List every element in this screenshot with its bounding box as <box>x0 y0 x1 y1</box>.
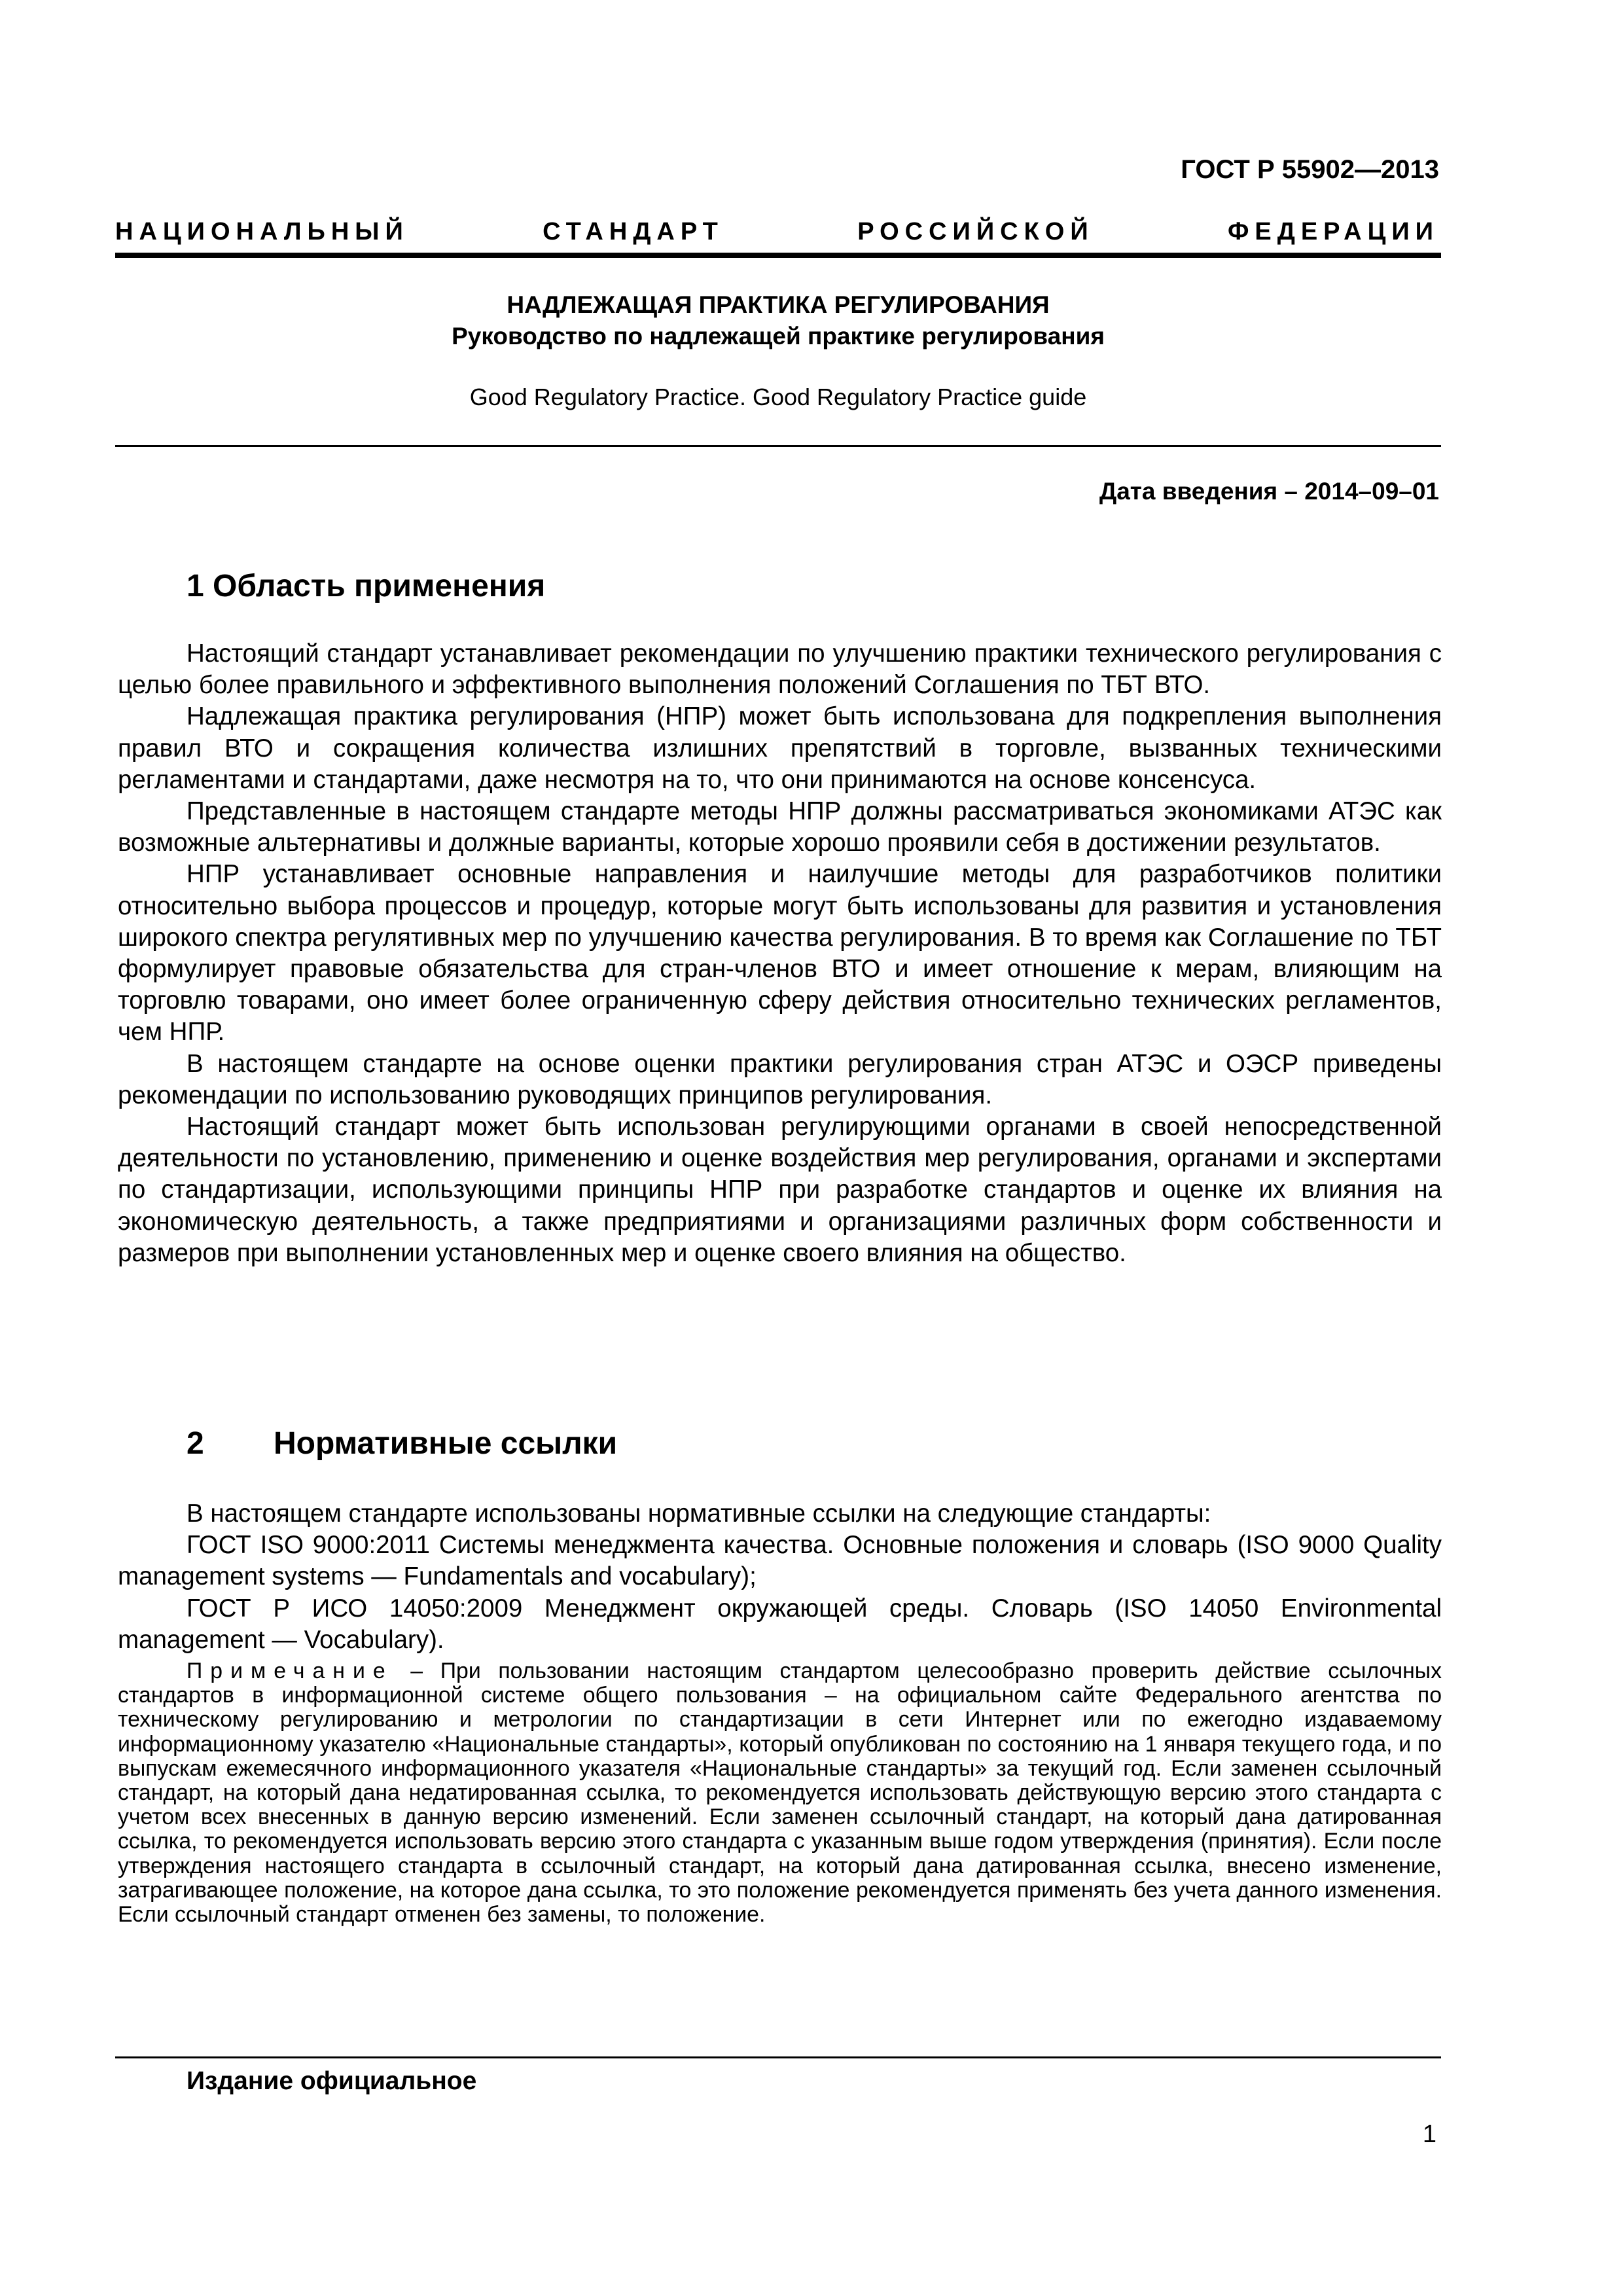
reference-item: ГОСТ Р ИСО 14050:2009 Менеджмент окружающей среды. Словарь (ISO 14050 Environmental management — Vocabulary). <box>118 1594 1442 1654</box>
document-title-english: Good Regulatory Practice. Good Regulatory Practice guide <box>469 384 1087 410</box>
edition-label: Издание официальное <box>187 2067 477 2095</box>
section-2-body <box>118 1498 1442 1656</box>
section-1-paragraph: Настоящий стандарт устанавливает рекомендации по улучшению практики технического регулирования с целью более правильного и эффективного выполнения положений Соглашения по ТБТ ВТО. <box>118 639 1442 700</box>
note-block <box>118 1659 1442 1927</box>
note-label: Примечание <box>187 1659 393 1683</box>
section-1-paragraph: Надлежащая практика регулирования (НПР) может быть использована для подкрепления выполнения правил ВТО и сокращения количества излишних препятствий в торговле, вызванных техническими регламентами и стандартами, даже несмотря на то, что они принимаются на основе консенсуса. <box>118 702 1442 794</box>
section-1-paragraph: НПР устанавливает основные направления и наилучшие методы для разработчиков политики относительно выбора процессов и процедур, которые могут быть использованы для развития и установления широкого спектра регулятивных мер по улучшению качества регулирования. В то время как Соглашение по ТБТ формулирует правовые обязательства для стран-членов ВТО и имеет отношение к мерам, влияющим на торговлю товарами, оно имеет более ограниченную сферу действия относительно технических регламентов, чем НПР. <box>118 860 1442 1047</box>
document-code: ГОСТ Р 55902—2013 <box>1181 155 1439 184</box>
page-number: 1 <box>1422 2121 1436 2148</box>
section-2-heading: Нормативные ссылки <box>274 1426 618 1461</box>
document-subtitle: Руководство по надлежащей практике регулирования <box>452 323 1105 350</box>
note-text: – При пользовании настоящим стандартом целесообразно проверить действие ссылочных стандартов в информационной системе общего пользования – на официальном сайте Федерального агентства по техническому регулированию и метрологии по стандартизации в сети Интернет или по ежегодно издаваемому информационному указателю «Национальные стандарты», который опубликован по состоянию на 1 января текущего года, и по выпускам ежемесячного информационного указателя «Национальные стандарты» за текущий год. Если заменен ссылочный стандарт, на который дана недатированная ссылка, то рекомендуется использовать действующую версию этого стандарта с учетом всех внесенных в данную версию изменений. Если заменен ссылочный стандарт, на который дана датированная ссылка, то рекомендуется использовать версию этого стандарта с указанным выше годом утверждения (принятия). Если после утверждения настоящего стандарта в ссылочный стандарт, на который дана датированная ссылка, внесено изменение, затрагивающее положение, на которое дана ссылка, то это положение рекомендуется применять без учета данного изменения. Если ссылочный стандарт отменен без замены, то положение. <box>118 1659 1442 1928</box>
introduction-date: Дата введения – 2014–09–01 <box>1099 478 1439 505</box>
footer-divider <box>115 2056 1441 2058</box>
section-1-paragraph: В настоящем стандарте на основе оценки практики регулирования стран АТЭС и ОЭСР приведены рекомендации по использованию руководящих принципов регулирования. <box>118 1049 1442 1109</box>
title-divider <box>115 445 1441 447</box>
section-1-body <box>118 638 1442 1269</box>
header-divider <box>115 253 1441 258</box>
national-standard-banner: НАЦИОНАЛЬНЫЙ СТАНДАРТ РОССИЙСКОЙ ФЕДЕРАЦИИ <box>115 218 1439 245</box>
section-2-number: 2 <box>187 1426 204 1461</box>
section-1-heading: 1 Область применения <box>187 569 546 603</box>
reference-item: ГОСТ ISO 9000:2011 Системы менеджмента качества. Основные положения и словарь (ISO 9000 Quality management systems — Fundamentals and vocabulary); <box>118 1531 1442 1591</box>
section-1-paragraph: Представленные в настоящем стандарте методы НПР должны рассматриваться экономиками АТЭС как возможные альтернативы и должные варианты, которые хорошо проявили себя в достижении результатов. <box>118 797 1442 857</box>
document-title: НАДЛЕЖАЩАЯ ПРАКТИКА РЕГУЛИРОВАНИЯ <box>507 291 1050 318</box>
section-2-paragraph: В настоящем стандарте использованы нормативные ссылки на следующие стандарты: <box>187 1499 1211 1528</box>
section-1-paragraph: Настоящий стандарт может быть использован регулирующими органами в своей непосредственной деятельности по установлению, применению и оценке воздействия мер регулирования, органами и экспертами по стандартизации, использующими принципы НПР при разработке стандартов и оценке их влияния на экономическую деятельность, а также предприятиями и организациями различных форм собственности и размеров при выполнении установленных мер и оценке своего влияния на общество. <box>118 1113 1442 1267</box>
